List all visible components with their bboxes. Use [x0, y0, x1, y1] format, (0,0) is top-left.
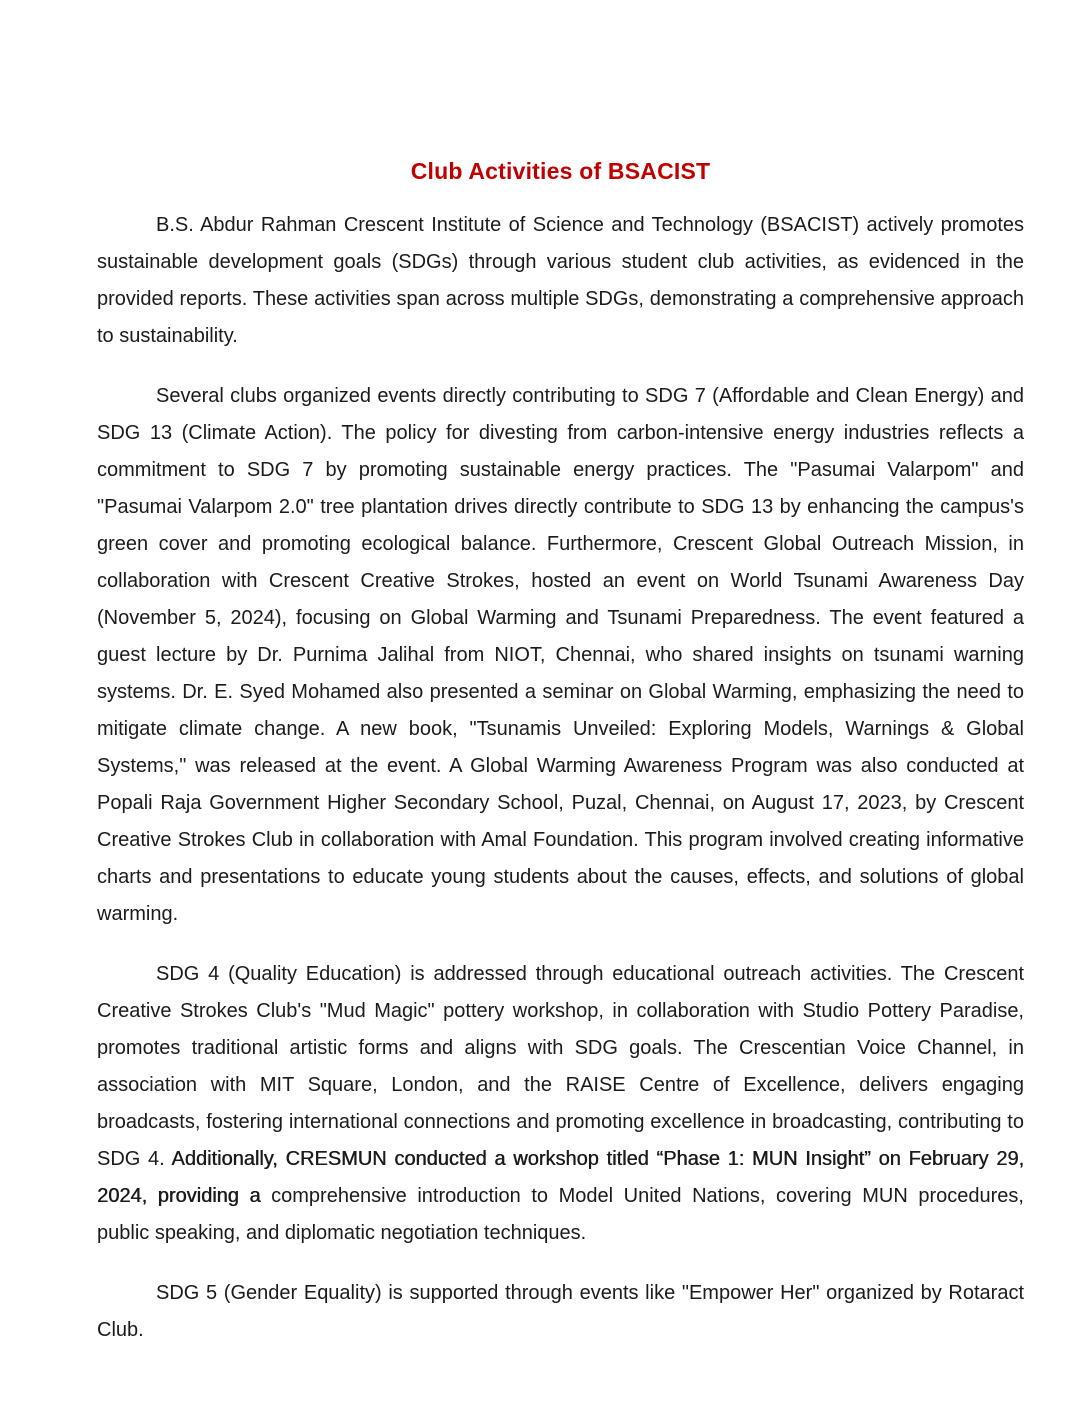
paragraph-sdg4-regular-end: comprehensive introduction to Model United Nations, covering MUN procedures, public speaking, and diplomatic negotiation techniques.	[97, 1185, 1024, 1244]
paragraph-intro: B.S. Abdur Rahman Crescent Institute of Science and Technology (BSACIST) actively promotes sustainable development goals (SDGs) through various student club activities, as evidenced in the provided reports. These activities span across multiple SDGs, demonstrating a comprehensive approach to sustainability.	[97, 214, 1024, 347]
paragraph-sdg5: SDG 5 (Gender Equality) is supported through events like "Empower Her" organized by Rotaract Club.	[97, 1282, 1024, 1341]
paragraph-sdg7-sdg13: Several clubs organized events directly contributing to SDG 7 (Affordable and Clean Energy) and SDG 13 (Climate Action). The policy for divesting from carbon-intensive energy industries reflects a commitment to SDG 7 by promoting sustainable energy practices. The "Pasumai Valarpom" and "Pasumai Valarpom 2.0" tree plantation drives directly contribute to SDG 13 by enhancing the campus's green cover and promoting ecological balance. Furthermore, Crescent Global Outreach Mission, in collaboration with Crescent Creative Strokes, hosted an event on World Tsunami Awareness Day (November 5, 2024), focusing on Global Warming and Tsunami Preparedness. The event featured a guest lecture by Dr. Purnima Jalihal from NIOT, Chennai, who shared insights on tsunami warning systems. Dr. E. Syed Mohamed also presented a seminar on Global Warming, emphasizing the need to mitigate climate change. A new book, "Tsunamis Unveiled: Exploring Models, Warnings & Global Systems," was released at the event. A Global Warming Awareness Program was also conducted at Popali Raja Government Higher Secondary School, Puzal, Chennai, on August 17, 2023, by Crescent Creative Strokes Club in collaboration with Amal Foundation. This program involved creating informative charts and presentations to educate young students about the causes, effects, and solutions of global warming.	[97, 385, 1024, 925]
paragraph-sdg4	[97, 956, 1024, 1252]
paragraph-sdg4-emphasis-segment: Additionally, CRESMUN conducted a workshop titled “Phase 1: MUN Insight” on February 29, 2024, providing a	[97, 1148, 1024, 1207]
document-title: Club Activities of BSACIST	[410, 158, 711, 184]
paragraph-sdg4-regular-start: SDG 4 (Quality Education) is addressed through educational outreach activities. The Crescent Creative Strokes Club's "Mud Magic" pottery workshop, in collaboration with Studio Pottery Paradise, promotes traditional artistic forms and aligns with SDG goals. The Crescentian Voice Channel, in association with MIT Square, London, and the RAISE Centre of Excellence, delivers engaging broadcasts, fostering international connections and promoting excellence in broadcasting, contributing to SDG 4.	[97, 963, 1024, 1170]
